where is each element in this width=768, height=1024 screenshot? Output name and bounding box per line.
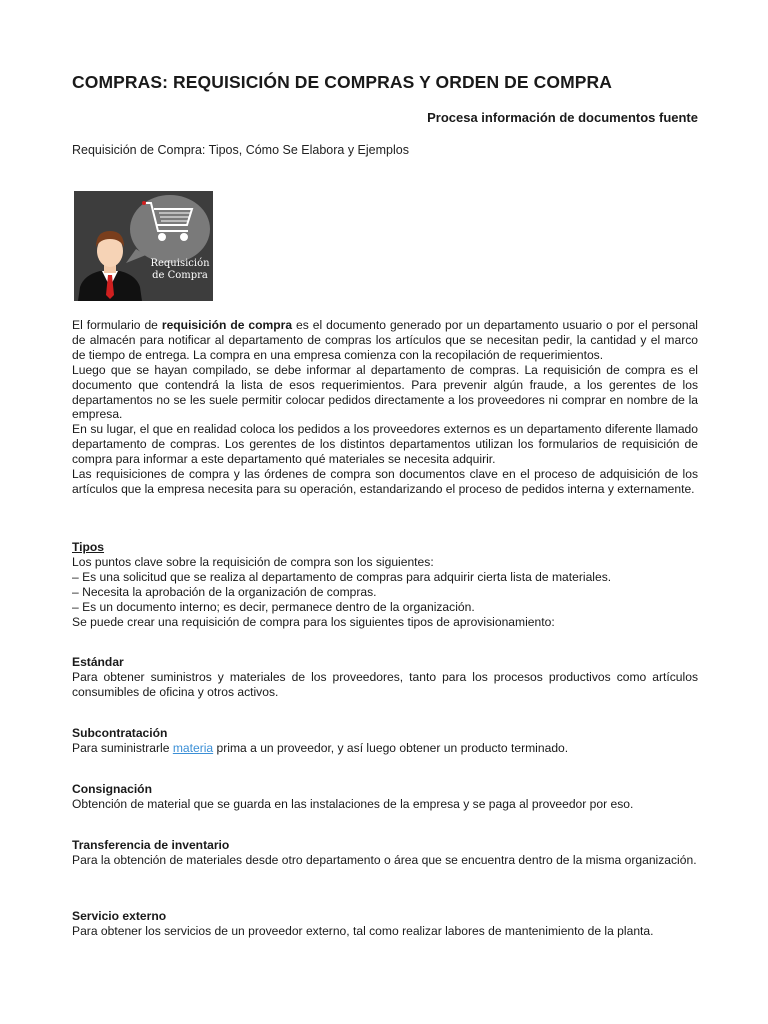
tipos-line: – Necesita la aprobación de la organización de compras. bbox=[72, 584, 377, 599]
tipos-line: Los puntos clave sobre la requisición de compra son los siguientes: bbox=[72, 554, 434, 569]
body-text bbox=[72, 318, 698, 497]
paragraph-2: Luego que se hayan compilado, se debe informar al departamento de compras. La requisición de compra es el documento que contendrá la lista de esos requerimientos. Para prevenir algún fraude, a los gerentes de los departamentos no se les suele permitir colocar pedidos directamente a los proveedores ni comprar en nombre de la empresa. bbox=[72, 362, 698, 422]
section-text-end: prima a un proveedor, y así luego obtener un producto terminado. bbox=[213, 740, 569, 755]
p1-bold-term: requisición de compra bbox=[161, 318, 293, 332]
section-text: Para la obtención de materiales desde otro departamento o área que se encuentra dentro de la misma organización. bbox=[72, 852, 697, 867]
section-transferencia bbox=[72, 838, 698, 868]
section-text bbox=[72, 741, 698, 756]
paragraph-3: En su lugar, el que en realidad coloca los pedidos a los proveedores externos es un departamento diferente llamado departamento de compras. Los gerentes de los distintos departamentos utilizan los formularios de requisición de compra para informar a este departamento qué materiales se necesita adquirir. bbox=[72, 422, 698, 467]
section-heading: Consignación bbox=[72, 782, 152, 796]
p1-text-end: es el documento generado por un departamento usuario o por el personal de almacén para notificar al departamento de compras los artículos que se necesitan pedir, la cantidad y el marco de tiempo de entrega. La compra en una empresa comienza con la recopilación de requerimientos. bbox=[72, 318, 698, 362]
section-heading: Servicio externo bbox=[72, 909, 167, 923]
intro-line: Requisición de Compra: Tipos, Cómo Se Elabora y Ejemplos bbox=[72, 143, 409, 157]
document-title: COMPRAS: REQUISICIÓN DE COMPRAS Y ORDEN DE COMPRA bbox=[72, 72, 612, 92]
tipos-line: Se puede crear una requisición de compra para los siguientes tipos de aprovisionamiento: bbox=[72, 614, 555, 629]
section-text-start: Para suministrarle bbox=[72, 740, 173, 755]
materia-link[interactable]: materia bbox=[172, 740, 214, 755]
section-text: Para obtener los servicios de un proveedor externo, tal como realizar labores de mantenimiento de la planta. bbox=[72, 923, 654, 938]
illustration-label-2: de Compra bbox=[152, 270, 208, 281]
section-consignacion bbox=[72, 782, 698, 812]
section-heading: Transferencia de inventario bbox=[72, 838, 230, 852]
paragraph-1 bbox=[72, 318, 698, 363]
section-heading: Estándar bbox=[72, 655, 124, 669]
section-text: Obtención de material que se guarda en las instalaciones de la empresa y se paga al proveedor por eso. bbox=[72, 796, 634, 811]
p1-text-start: El formulario de bbox=[72, 318, 162, 332]
tipos-line: – Es una solicitud que se realiza al departamento de compras para adquirir cierta lista de materiales. bbox=[72, 569, 612, 584]
document-subtitle: Procesa información de documentos fuente bbox=[427, 110, 698, 125]
illustration-graphic bbox=[74, 191, 213, 301]
section-text: Para obtener suministros y materiales de los proveedores, tanto para los procesos productivos como artículos consumibles de oficina y otros activos. bbox=[72, 669, 698, 699]
illustration-label-1: Requisición bbox=[150, 258, 210, 269]
section-subcontratacion bbox=[72, 726, 698, 756]
section-heading: Subcontratación bbox=[72, 726, 168, 740]
tipos-heading: Tipos bbox=[72, 540, 105, 554]
section-servicio-externo bbox=[72, 909, 698, 939]
paragraph-4: Las requisiciones de compra y las órdenes de compra son documentos clave en el proceso de adquisición de los artículos que la empresa necesita para su operación, estandarizando el proceso de pedidos interna y externamente. bbox=[72, 467, 698, 496]
tipos-section bbox=[72, 540, 698, 629]
tipos-line: – Es un documento interno; es decir, permanece dentro de la organización. bbox=[72, 599, 475, 614]
requisicion-illustration bbox=[74, 191, 213, 301]
section-estandar bbox=[72, 655, 698, 700]
